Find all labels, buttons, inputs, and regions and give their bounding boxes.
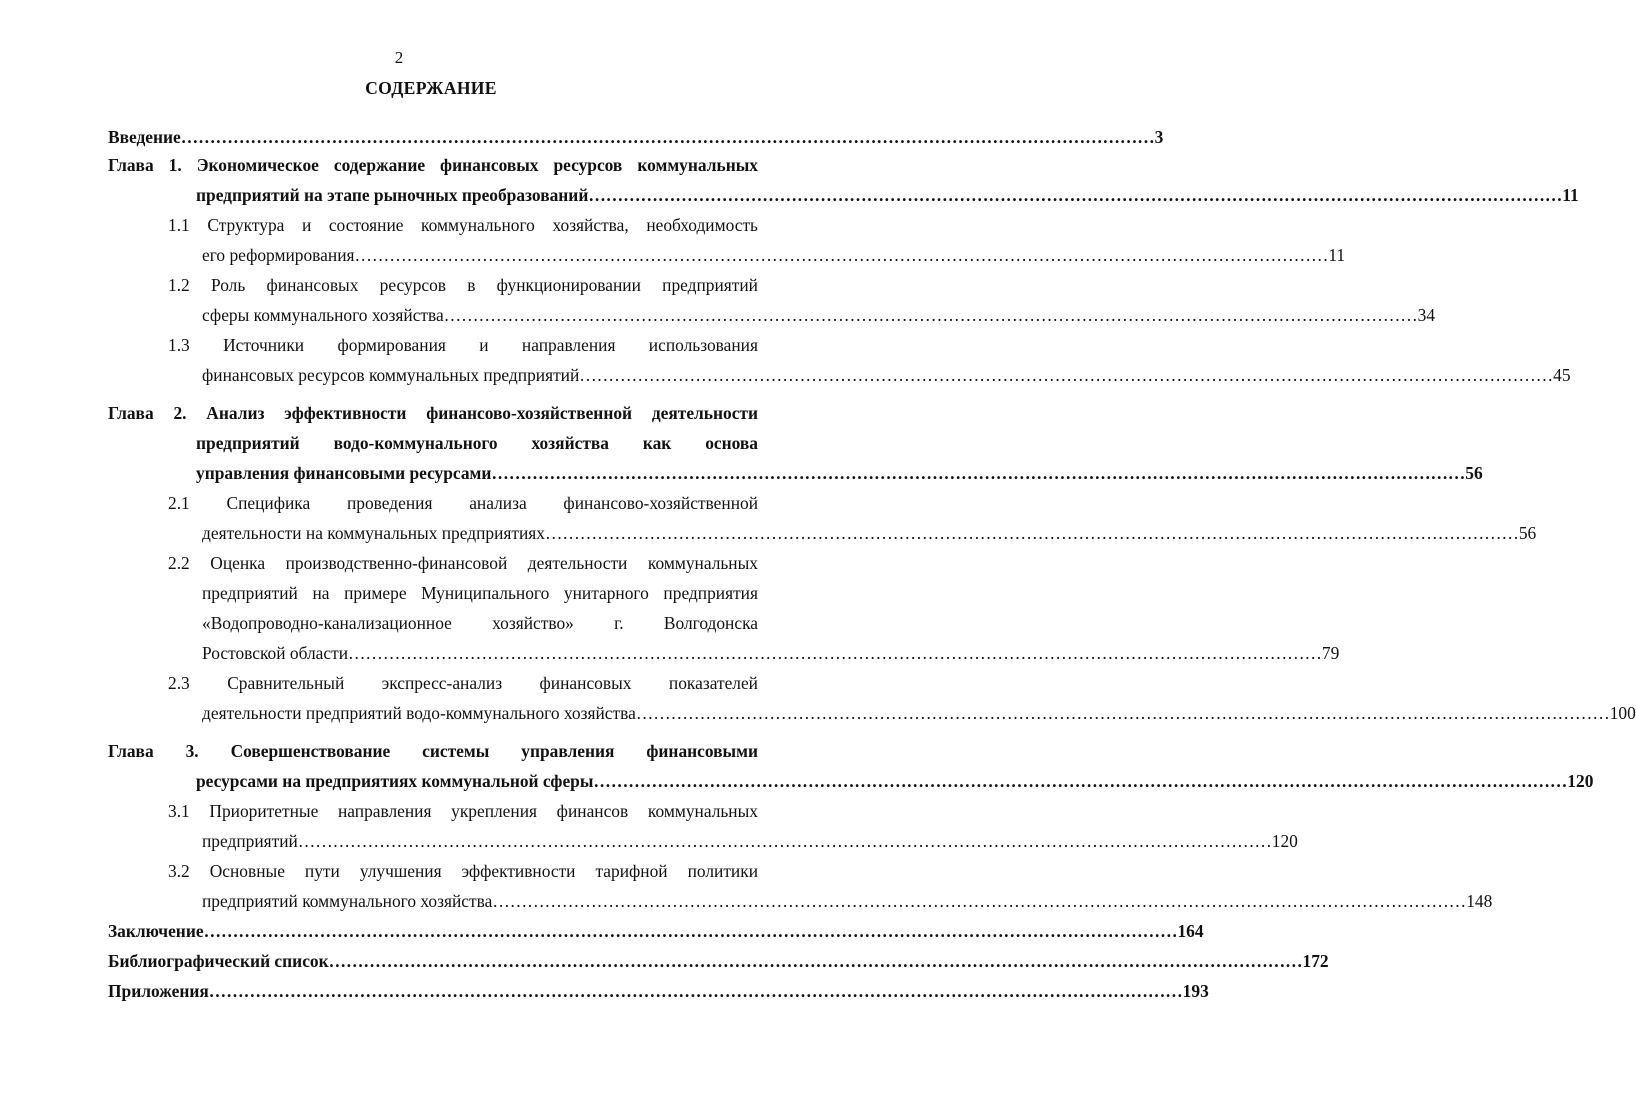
- toc-bibliography-page: 172: [1302, 951, 1329, 971]
- toc-chapter-2-line-3: управления финансовыми ресурсами …………………………………………………………………………………………………………………………………………………… 56: [196, 458, 758, 488]
- leader-dots: ……………………………………………………………………………………………………………………………………………………: [443, 305, 1418, 325]
- leader-dots: ……………………………………………………………………………………………………………………………………………………: [635, 703, 1610, 723]
- toc-chapter-3-line-2: ресурсами на предприятиях коммунальной сферы …………………………………………………………………………………………………………………………………………………… 120: [196, 766, 758, 796]
- toc-conclusion-page: 164: [1177, 921, 1204, 941]
- toc-section-3-2-line-1: 3.2 Основные пути улучшения эффективности тарифной политики: [168, 861, 758, 881]
- toc-appendices: Приложения …………………………………………………………………………………………………………………………………………………… 193: [108, 976, 758, 1006]
- toc-intro-page: 3: [1154, 127, 1164, 147]
- toc-section-2-2-page: 79: [1321, 643, 1340, 663]
- toc-section-2-2-line-1: 2.2 Оценка производственно-финансовой деятельности коммунальных: [168, 553, 758, 573]
- leader-dots: ……………………………………………………………………………………………………………………………………………………: [492, 891, 1467, 911]
- toc-chapter-2-line-2: предприятий водо-коммунального хозяйства как основа: [196, 433, 758, 453]
- leader-dots: ……………………………………………………………………………………………………………………………………………………: [491, 463, 1466, 483]
- toc-chapter-3-line-1: Глава 3. Совершенствование системы управления финансовыми: [108, 741, 758, 761]
- leader-dots: ……………………………………………………………………………………………………………………………………………………: [180, 127, 1155, 147]
- toc-bibliography: Библиографический список …………………………………………………………………………………………………………………………………………………… 172: [108, 946, 758, 976]
- toc-section-1-2-line-2: сферы коммунального хозяйства …………………………………………………………………………………………………………………………………………………… 34: [202, 300, 758, 330]
- leader-dots: ……………………………………………………………………………………………………………………………………………………: [593, 771, 1568, 791]
- toc-conclusion: Заключение …………………………………………………………………………………………………………………………………………………… 164: [108, 916, 758, 946]
- toc-section-1-2-page: 34: [1417, 305, 1436, 325]
- leader-dots: ……………………………………………………………………………………………………………………………………………………: [588, 185, 1563, 205]
- toc-section-1-1-line-1: 1.1 Структура и состояние коммунального хозяйства, необходимость: [168, 215, 758, 235]
- toc-chapter-3-page: 120: [1567, 771, 1594, 791]
- toc-section-2-2-line-4: Ростовской области …………………………………………………………………………………………………………………………………………………… 79: [202, 638, 758, 668]
- toc-section-1-1-line-2: его реформирования …………………………………………………………………………………………………………………………………………………… 11: [202, 240, 758, 270]
- toc-chapter-2-page: 56: [1465, 463, 1483, 483]
- toc-section-2-1-page: 56: [1518, 523, 1537, 543]
- toc-section-2-1-line-2: деятельности на коммунальных предприятиях …………………………………………………………………………………………………………………………………………………… 56: [202, 518, 758, 548]
- leader-dots: ……………………………………………………………………………………………………………………………………………………: [328, 951, 1303, 971]
- toc-section-3-1-line-1: 3.1 Приоритетные направления укрепления финансов коммунальных: [168, 801, 758, 821]
- page-number: 2: [394, 48, 404, 67]
- leader-dots: ……………………………………………………………………………………………………………………………………………………: [544, 523, 1519, 543]
- leader-dots: ……………………………………………………………………………………………………………………………………………………: [348, 643, 1322, 663]
- toc-section-2-3-line-2: деятельности предприятий водо-коммунального хозяйства …………………………………………………………………………………………………………………………………………………… 100: [202, 698, 758, 728]
- toc-section-1-3-line-2: финансовых ресурсов коммунальных предприятий …………………………………………………………………………………………………………………………………………………… 45: [202, 360, 758, 390]
- toc-chapter-1-line-1: Глава 1. Экономическое содержание финансовых ресурсов коммунальных: [108, 155, 758, 175]
- toc-section-2-2-line-2: предприятий на примере Муниципального унитарного предприятия: [202, 583, 758, 603]
- toc-chapter-1-line-2: предприятий на этапе рыночных преобразований …………………………………………………………………………………………………………………………………………………… 11: [196, 180, 758, 210]
- toc-intro-label: Введение: [108, 127, 181, 147]
- leader-dots: ……………………………………………………………………………………………………………………………………………………: [203, 921, 1178, 941]
- page-title: СОДЕРЖАНИЕ: [365, 78, 497, 98]
- toc-section-1-3-page: 45: [1553, 365, 1571, 385]
- toc-chapter-1-page: 11: [1562, 185, 1579, 205]
- toc-section-1-1-page: 11: [1328, 245, 1346, 265]
- toc-section-2-2-line-3: «Водопроводно-канализационное хозяйство» г. Волгодонска: [202, 613, 758, 633]
- toc-chapter-2-line-1: Глава 2. Анализ эффективности финансово-хозяйственной деятельности: [108, 403, 758, 423]
- toc-appendices-page: 193: [1182, 981, 1209, 1001]
- leader-dots: ……………………………………………………………………………………………………………………………………………………: [354, 245, 1329, 265]
- leader-dots: ……………………………………………………………………………………………………………………………………………………: [297, 831, 1272, 851]
- toc-intro: [108, 122, 1164, 152]
- toc-section-1-2-line-1: 1.2 Роль финансовых ресурсов в функционировании предприятий: [168, 275, 758, 295]
- toc-section-1-3-line-1: 1.3 Источники формирования и направления использования: [168, 335, 758, 355]
- toc-section-3-2-line-2: предприятий коммунального хозяйства …………………………………………………………………………………………………………………………………………………… 148: [202, 886, 758, 916]
- toc-section-2-1-line-1: 2.1 Специфика проведения анализа финансово-хозяйственной: [168, 493, 758, 513]
- toc-section-2-3-line-1: 2.3 Сравнительный экспресс-анализ финансовых показателей: [168, 673, 758, 693]
- toc-section-3-1-page: 120: [1271, 831, 1298, 851]
- toc-section-3-1-line-2: предприятий …………………………………………………………………………………………………………………………………………………… 120: [202, 826, 758, 856]
- leader-dots: ……………………………………………………………………………………………………………………………………………………: [579, 365, 1554, 385]
- toc-section-3-2-page: 148: [1466, 891, 1493, 911]
- toc-section-2-3-page: 100: [1609, 703, 1636, 723]
- leader-dots: ……………………………………………………………………………………………………………………………………………………: [208, 981, 1183, 1001]
